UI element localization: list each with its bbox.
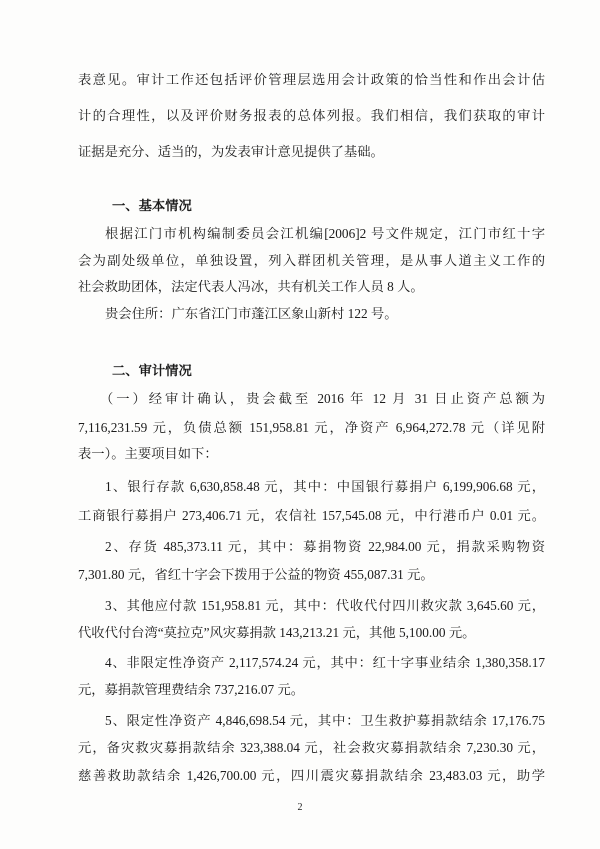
summary-line: 表一）。主要项目如下： — [78, 446, 218, 461]
intro-line: 计的合理性，以及评价财务报表的总体列报。我们相信，我们获取的审计 — [78, 108, 545, 123]
address-line: 贵会住所：广东省江门市蓬江区象山新村 122 号。 — [105, 306, 398, 321]
basis-line: 社会救助团体，法定代表人冯冰，共有机关工作人员 8 人。 — [78, 279, 424, 294]
item-line: 代收代付台湾“莫拉克”风灾募捐款 143,213.21 元，其他 5,100.00 元。 — [78, 625, 476, 640]
basis-line: 会为副处级单位，单独设置，列入群团机关管理，是从事人道主义工作的 — [78, 253, 545, 268]
item-line: 3、其他应付款 151,958.81 元，其中：代收代付四川救灾款 3,645.60 元， — [105, 598, 545, 613]
summary-line: 7,116,231.59 元，负债总额 151,958.81 元，净资产 6,964,272.78 元（详见附 — [78, 420, 545, 435]
intro-line: 表意见。审计工作还包括评价管理层选用会计政策的恰当性和作出会计估 — [78, 72, 545, 87]
intro-line: 证据是充分、适当的，为发表审计意见提供了基础。 — [78, 144, 384, 159]
item-line: 慈善救助款结余 1,426,700.00 元，四川震灾募捐款结余 23,483.03 元，助学 — [78, 768, 545, 783]
item-line: 7,301.80 元，省红十字会下拨用于公益的物资 455,087.31 元。 — [78, 567, 434, 582]
item-line: 4、非限定性净资产 2,117,574.24 元，其中：红十字事业结余 1,380,358.17 — [105, 655, 545, 670]
basis-line: 根据江门市机构编制委员会江机编[2006]2 号文件规定，江门市红十字 — [105, 226, 545, 241]
item-line: 元，备灾救灾募捐款结余 323,388.04 元，社会救灾募捐款结余 7,230.30 元， — [78, 740, 545, 755]
item-line: 2、存货 485,373.11 元，其中：募捐物资 22,984.00 元，捐款采购物资 — [105, 539, 545, 554]
summary-line: （一）经审计确认，贵会截至 2016 年 12 月 31 日止资产总额为 — [100, 391, 545, 406]
section-heading-audit: 二、审计情况 — [112, 363, 192, 378]
page-number: 2 — [297, 802, 303, 813]
item-line: 工商银行募捐户 273,406.71 元，农信社 157,545.08 元，中行港币户 0.01 元。 — [78, 508, 545, 523]
item-line: 元，募捐款管理费结余 737,216.07 元。 — [78, 682, 305, 697]
section-heading-basic: 一、基本情况 — [112, 198, 192, 213]
item-line: 1、银行存款 6,630,858.48 元，其中：中国银行募捐户 6,199,906.68 元， — [105, 479, 545, 494]
item-line: 5、限定性净资产 4,846,698.54 元，其中：卫生救护募捐款结余 17,176.75 — [105, 713, 545, 728]
